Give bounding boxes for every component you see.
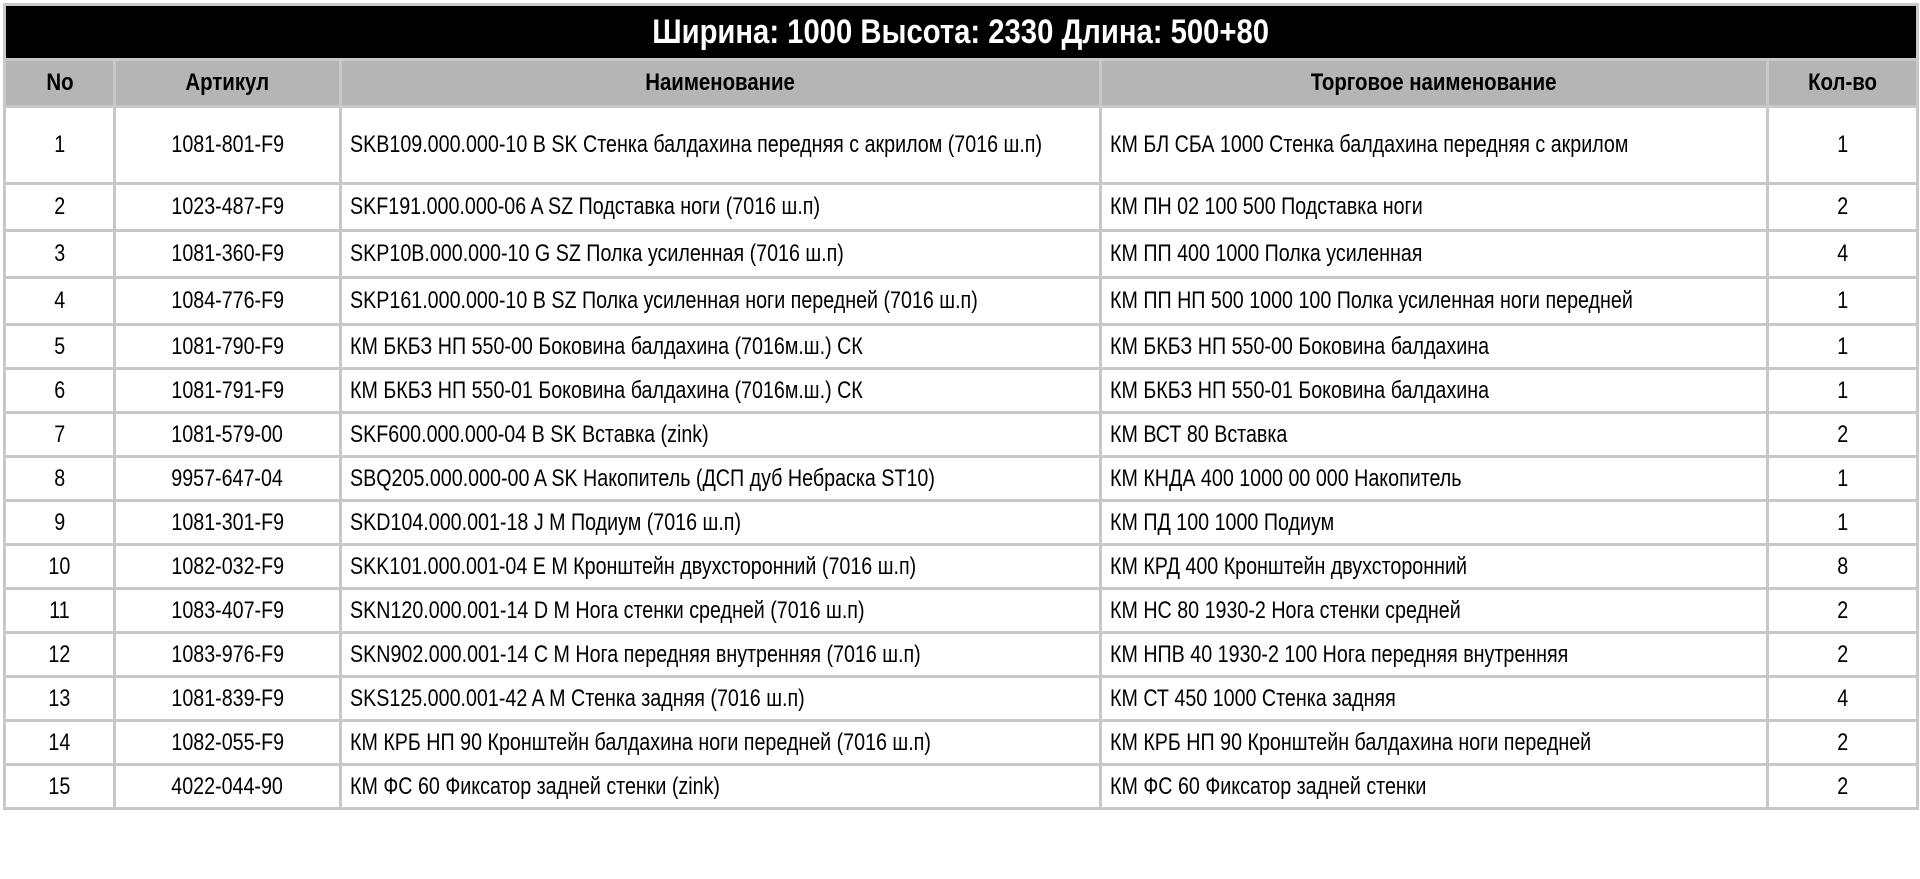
cell-article-text: 1083-976-F9: [171, 640, 284, 668]
cell-article-text: 1084-776-F9: [171, 287, 284, 314]
cell-trade-name: [1101, 231, 1768, 278]
cell-name-text: SKD104.000.001-18 J M Подиум (7016 ш.п): [350, 508, 742, 536]
cell-no-text: 2: [54, 193, 65, 220]
table-row: [5, 369, 1918, 413]
cell-name: [341, 765, 1101, 809]
cell-name: [341, 278, 1101, 325]
cell-qty-text: 2: [1837, 728, 1849, 756]
cell-trade-name-text: КМ НПВ 40 1930-2 100 Нога передняя внутренняя: [1110, 640, 1569, 668]
cell-article: [115, 457, 341, 501]
cell-name-text: SKN902.000.001-14 C M Нога передняя внутренняя (7016 ш.п): [350, 640, 921, 668]
cell-trade-name: [1101, 677, 1768, 721]
cell-qty: [1768, 184, 1918, 231]
table-row: [5, 184, 1918, 231]
cell-qty-text: 4: [1837, 240, 1849, 267]
cell-trade-name-text: КМ ВСТ 80 Вставка: [1110, 420, 1288, 448]
cell-name-text: SKK101.000.001-04 E M Кронштейн двухсторонний (7016 ш.п): [350, 552, 917, 580]
cell-no: [5, 721, 115, 765]
cell-no: [5, 765, 115, 809]
cell-article-text: 1023-487-F9: [171, 193, 284, 220]
parts-table: [3, 3, 1919, 810]
cell-no: [5, 413, 115, 457]
cell-name: [341, 325, 1101, 369]
cell-qty-text: 1: [1837, 508, 1849, 536]
cell-no-text: 14: [48, 728, 71, 756]
cell-trade-name: [1101, 107, 1768, 184]
cell-article: [115, 278, 341, 325]
cell-qty-text: 1: [1837, 131, 1849, 158]
cell-name: [341, 413, 1101, 457]
cell-qty: [1768, 325, 1918, 369]
col-header-trade-name-text: Торговое наименование: [1311, 69, 1557, 96]
cell-article-text: 1081-360-F9: [171, 240, 284, 267]
cell-qty-text: 2: [1837, 640, 1849, 668]
cell-name: [341, 721, 1101, 765]
col-header-name: [341, 60, 1101, 107]
table-row: [5, 278, 1918, 325]
cell-article-text: 4022-044-90: [171, 772, 284, 800]
cell-name: [341, 107, 1101, 184]
table-row: [5, 765, 1918, 809]
cell-name: [341, 633, 1101, 677]
cell-article-text: 1081-791-F9: [171, 376, 284, 404]
cell-article: [115, 765, 341, 809]
col-header-no-text: No: [45, 69, 74, 96]
cell-no-text: 1: [54, 131, 65, 158]
cell-article-text: 1083-407-F9: [171, 596, 284, 624]
cell-qty: [1768, 107, 1918, 184]
cell-article-text: 1082-032-F9: [171, 552, 284, 580]
table-row: [5, 231, 1918, 278]
cell-no: [5, 501, 115, 545]
dimensions-title-text: Ширина: 1000 Высота: 2330 Длина: 500+80: [652, 12, 1270, 51]
cell-name-text: КМ ФС 60 Фиксатор задней стенки (zink): [350, 772, 720, 800]
col-header-article: [115, 60, 341, 107]
cell-trade-name-text: КМ СТ 450 1000 Стенка задняя: [1110, 684, 1396, 712]
table-row: [5, 633, 1918, 677]
cell-name-text: SKF191.000.000-06 A SZ Подставка ноги (7016 ш.п): [350, 193, 821, 220]
cell-name-text: SKN120.000.001-14 D M Нога стенки средней (7016 ш.п): [350, 596, 865, 624]
cell-trade-name: [1101, 721, 1768, 765]
cell-article: [115, 589, 341, 633]
cell-no: [5, 677, 115, 721]
cell-name: [341, 231, 1101, 278]
cell-article: [115, 369, 341, 413]
cell-qty-text: 1: [1837, 287, 1849, 314]
cell-trade-name-text: КМ БКБЗ НП 550-00 Боковина балдахина: [1110, 332, 1490, 360]
cell-qty: [1768, 721, 1918, 765]
cell-article: [115, 721, 341, 765]
cell-qty-text: 8: [1837, 552, 1849, 580]
cell-no: [5, 457, 115, 501]
cell-name-text: SBQ205.000.000-00 A SK Накопитель (ДСП дуб Небраска ST10): [350, 464, 935, 492]
table-row: [5, 457, 1918, 501]
cell-trade-name: [1101, 501, 1768, 545]
cell-no-text: 4: [54, 287, 65, 314]
cell-qty-text: 4: [1837, 684, 1849, 712]
cell-article-text: 1082-055-F9: [171, 728, 284, 756]
cell-no: [5, 545, 115, 589]
cell-no-text: 11: [49, 596, 70, 624]
cell-no-text: 12: [48, 640, 71, 668]
cell-qty: [1768, 457, 1918, 501]
table-row: [5, 589, 1918, 633]
cell-qty-text: 2: [1837, 420, 1849, 448]
col-header-name-text: Наименование: [645, 69, 796, 96]
cell-qty-text: 2: [1837, 596, 1849, 624]
cell-article: [115, 231, 341, 278]
cell-qty: [1768, 369, 1918, 413]
cell-qty: [1768, 633, 1918, 677]
cell-no-text: 7: [54, 420, 65, 448]
cell-qty: [1768, 413, 1918, 457]
cell-name: [341, 501, 1101, 545]
cell-name: [341, 369, 1101, 413]
table-row: [5, 721, 1918, 765]
cell-trade-name: [1101, 413, 1768, 457]
col-header-no: [5, 60, 115, 107]
table-row: [5, 413, 1918, 457]
cell-qty-text: 2: [1837, 772, 1849, 800]
table-row: [5, 501, 1918, 545]
cell-trade-name: [1101, 633, 1768, 677]
cell-no: [5, 107, 115, 184]
cell-trade-name-text: КМ НС 80 1930-2 Нога стенки средней: [1110, 596, 1461, 624]
cell-trade-name: [1101, 325, 1768, 369]
cell-no-text: 10: [48, 552, 71, 580]
cell-trade-name-text: КМ ПП 400 1000 Полка усиленная: [1110, 240, 1423, 267]
cell-name: [341, 677, 1101, 721]
cell-qty-text: 1: [1837, 464, 1849, 492]
cell-trade-name-text: КМ БЛ СБА 1000 Стенка балдахина передняя с акрилом: [1110, 131, 1629, 158]
cell-no-text: 9: [54, 508, 65, 536]
cell-trade-name-text: КМ ПД 100 1000 Подиум: [1110, 508, 1335, 536]
cell-trade-name: [1101, 589, 1768, 633]
cell-article-text: 1081-579-00: [171, 420, 284, 448]
cell-no-text: 5: [54, 332, 65, 360]
cell-name-text: КМ КРБ НП 90 Кронштейн балдахина ноги передней (7016 ш.п): [350, 728, 931, 756]
cell-trade-name-text: КМ ПН 02 100 500 Подставка ноги: [1110, 193, 1423, 220]
cell-trade-name-text: КМ КРД 400 Кронштейн двухсторонний: [1110, 552, 1467, 580]
cell-qty: [1768, 231, 1918, 278]
cell-no: [5, 369, 115, 413]
cell-article: [115, 325, 341, 369]
cell-no: [5, 231, 115, 278]
cell-trade-name-text: КМ КНДА 400 1000 00 000 Накопитель: [1110, 464, 1462, 492]
cell-article: [115, 107, 341, 184]
cell-article: [115, 633, 341, 677]
cell-article-text: 9957-647-04: [171, 464, 284, 492]
cell-no-text: 8: [54, 464, 65, 492]
cell-no: [5, 325, 115, 369]
cell-name: [341, 545, 1101, 589]
cell-qty: [1768, 545, 1918, 589]
cell-no-text: 15: [48, 772, 71, 800]
cell-article-text: 1081-301-F9: [171, 508, 284, 536]
cell-name: [341, 184, 1101, 231]
cell-trade-name-text: КМ КРБ НП 90 Кронштейн балдахина ноги передней: [1110, 728, 1592, 756]
cell-trade-name-text: КМ БКБЗ НП 550-01 Боковина балдахина: [1110, 376, 1490, 404]
cell-qty: [1768, 501, 1918, 545]
col-header-qty: [1768, 60, 1918, 107]
cell-article: [115, 184, 341, 231]
cell-name-text: КМ БКБЗ НП 550-00 Боковина балдахина (7016м.ш.) СК: [350, 332, 863, 360]
cell-qty-text: 2: [1837, 193, 1849, 220]
cell-no: [5, 589, 115, 633]
dimensions-title: [5, 5, 1918, 60]
cell-trade-name-text: КМ ФС 60 Фиксатор задней стенки: [1110, 772, 1427, 800]
cell-qty-text: 1: [1837, 376, 1849, 404]
table-row: [5, 107, 1918, 184]
table-row: [5, 677, 1918, 721]
cell-name-text: КМ БКБЗ НП 550-01 Боковина балдахина (7016м.ш.) СК: [350, 376, 863, 404]
cell-name-text: SKB109.000.000-10 B SK Стенка балдахина передняя с акрилом (7016 ш.п): [350, 131, 1043, 158]
cell-trade-name: [1101, 457, 1768, 501]
cell-qty: [1768, 278, 1918, 325]
cell-qty: [1768, 765, 1918, 809]
cell-no-text: 3: [54, 240, 65, 267]
cell-no-text: 13: [48, 684, 71, 712]
cell-trade-name: [1101, 545, 1768, 589]
cell-trade-name: [1101, 369, 1768, 413]
cell-no: [5, 184, 115, 231]
cell-qty: [1768, 677, 1918, 721]
cell-article: [115, 413, 341, 457]
cell-trade-name: [1101, 184, 1768, 231]
cell-no-text: 6: [54, 376, 65, 404]
cell-article-text: 1081-839-F9: [171, 684, 284, 712]
cell-trade-name: [1101, 765, 1768, 809]
cell-name-text: SKF600.000.000-04 B SK Вставка (zink): [350, 420, 709, 448]
col-header-trade-name: [1101, 60, 1768, 107]
header-row: [5, 60, 1918, 107]
cell-article: [115, 545, 341, 589]
col-header-article-text: Артикул: [185, 69, 270, 96]
cell-article: [115, 677, 341, 721]
table-row: [5, 545, 1918, 589]
cell-name-text: SKP10B.000.000-10 G SZ Полка усиленная (7016 ш.п): [350, 240, 844, 267]
cell-name-text: SKS125.000.001-42 A M Стенка задняя (7016 ш.п): [350, 684, 805, 712]
cell-qty: [1768, 589, 1918, 633]
cell-article: [115, 501, 341, 545]
cell-name-text: SKP161.000.000-10 B SZ Полка усиленная ноги передней (7016 ш.п): [350, 287, 978, 314]
cell-no: [5, 633, 115, 677]
cell-no: [5, 278, 115, 325]
cell-trade-name-text: КМ ПП НП 500 1000 100 Полка усиленная ноги передней: [1110, 287, 1633, 314]
table-row: [5, 325, 1918, 369]
cell-article-text: 1081-801-F9: [171, 131, 284, 158]
col-header-qty-text: Кол-во: [1808, 69, 1877, 96]
cell-name: [341, 457, 1101, 501]
cell-name: [341, 589, 1101, 633]
cell-article-text: 1081-790-F9: [171, 332, 284, 360]
cell-trade-name: [1101, 278, 1768, 325]
cell-qty-text: 1: [1837, 332, 1849, 360]
